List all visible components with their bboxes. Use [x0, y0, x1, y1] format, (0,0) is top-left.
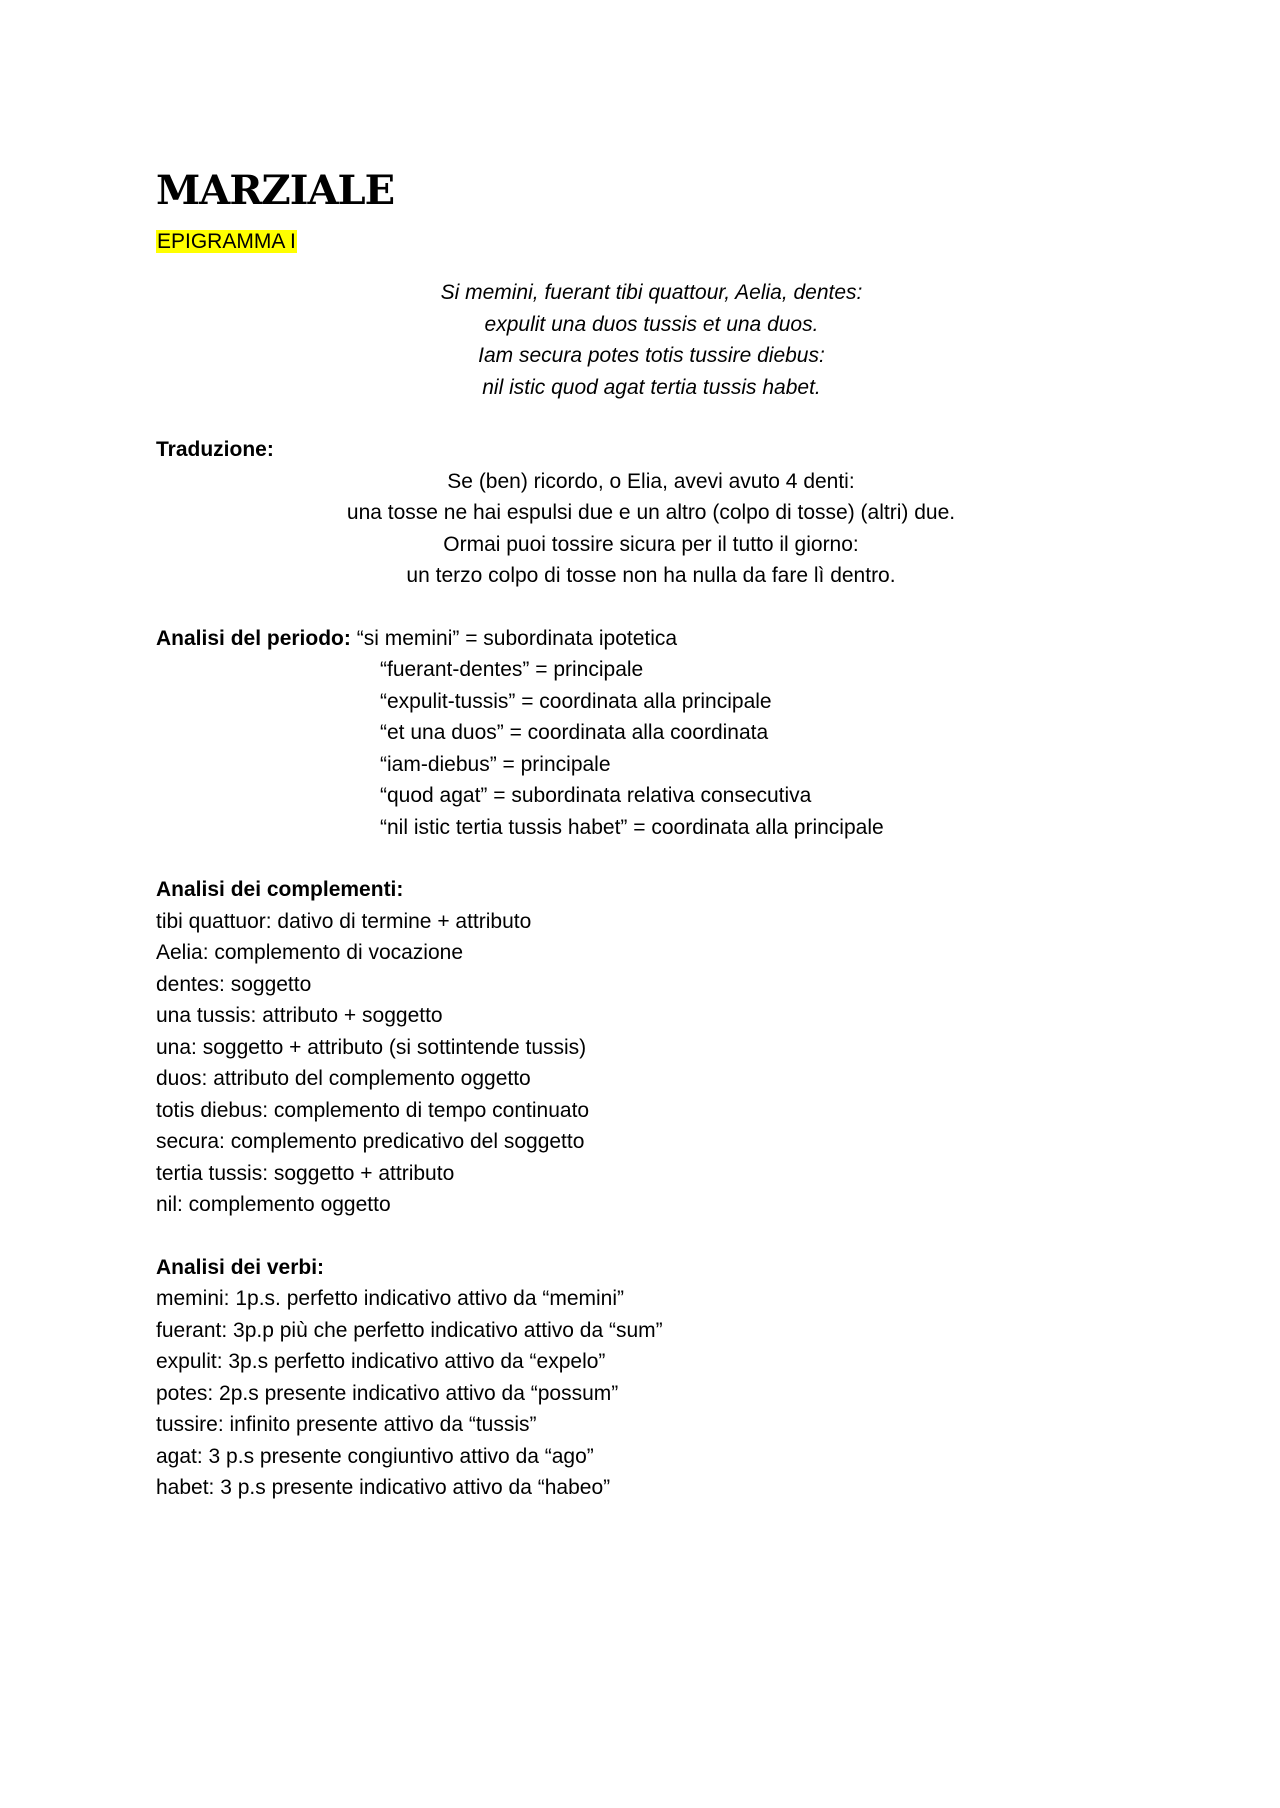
list-item: habet: 3 p.s presente indicativo attivo da “habeo” [156, 1476, 611, 1499]
list-item: totis diebus: complemento di tempo continuato [156, 1098, 590, 1122]
poem-line: Si memini, fuerant tibi quattour, Aelia, dentes: [440, 281, 863, 304]
poem-line: nil istic quod agat tertia tussis habet. [482, 375, 821, 399]
period-label: Analisi del periodo: [156, 626, 351, 650]
translation-label: Traduzione: [156, 438, 274, 461]
list-item: tertia tussis: soggetto + attributo [156, 1161, 455, 1185]
translation-line: una tosse ne hai espulsi due e un altro (colpo di tosse) (altri) due. [346, 501, 956, 524]
list-item: una tussis: attributo + soggetto [156, 1004, 443, 1027]
period-line: “iam-diebus” = principale [380, 752, 611, 776]
period-line: “si memini” = subordinata ipotetica [356, 626, 678, 650]
list-item: potes: 2p.s presente indicativo attivo da “possum” [156, 1381, 619, 1405]
period-line: “et una duos” = coordinata alla coordinata [380, 721, 769, 744]
latin-poem [156, 277, 1146, 403]
complements-label: Analisi dei complementi: [156, 878, 404, 901]
verbs-label: Analisi dei verbi: [156, 1255, 325, 1279]
list-item: agat: 3 p.s presente congiuntivo attivo da “ago” [156, 1444, 594, 1468]
list-item: memini: 1p.s. perfetto indicativo attivo da “memini” [156, 1287, 625, 1310]
list-item: tibi quattuor: dativo di termine + attributo [156, 909, 532, 933]
list-item: nil: complemento oggetto [156, 1193, 391, 1216]
highlighted-subtitle: EPIGRAMMA I [157, 230, 296, 253]
list-item: una: soggetto + attributo (si sottintende tussis) [156, 1035, 587, 1059]
list-item: fuerant: 3p.p più che perfetto indicativo attivo da “sum” [156, 1318, 663, 1342]
period-line: “nil istic tertia tussis habet” = coordinata alla principale [380, 815, 884, 839]
poem-line: expulit una duos tussis et una duos. [484, 312, 819, 336]
list-item: duos: attributo del complemento oggetto [156, 1067, 531, 1090]
period-line: “expulit-tussis” = coordinata alla principale [380, 689, 772, 713]
list-item: secura: complemento predicativo del soggetto [156, 1130, 585, 1153]
translation-line: un terzo colpo di tosse non ha nulla da fare lì dentro. [406, 564, 896, 587]
translation-text [156, 466, 1146, 592]
epigram-heading [156, 227, 1146, 257]
period-line: “fuerant-dentes” = principale [380, 658, 644, 681]
period-analysis [156, 623, 1146, 844]
verbs-list [156, 1283, 1146, 1504]
list-item: tussire: infinito presente attivo da “tussis” [156, 1413, 537, 1436]
document-page [156, 165, 1146, 1504]
page-title: MARZIALE [156, 167, 395, 214]
list-item: Aelia: complemento di vocazione [156, 941, 464, 964]
poem-line: Iam secura potes totis tussire diebus: [478, 344, 825, 367]
list-item: dentes: soggetto [156, 972, 312, 996]
translation-line: Se (ben) ricordo, o Elia, avevi avuto 4 denti: [447, 469, 855, 493]
complements-list [156, 906, 1146, 1221]
period-line: “quod agat” = subordinata relativa consecutiva [380, 784, 812, 807]
list-item: expulit: 3p.s perfetto indicativo attivo da “expelo” [156, 1350, 606, 1373]
period-first-row [156, 623, 1146, 655]
translation-line: Ormai puoi tossire sicura per il tutto il giorno: [443, 532, 859, 556]
